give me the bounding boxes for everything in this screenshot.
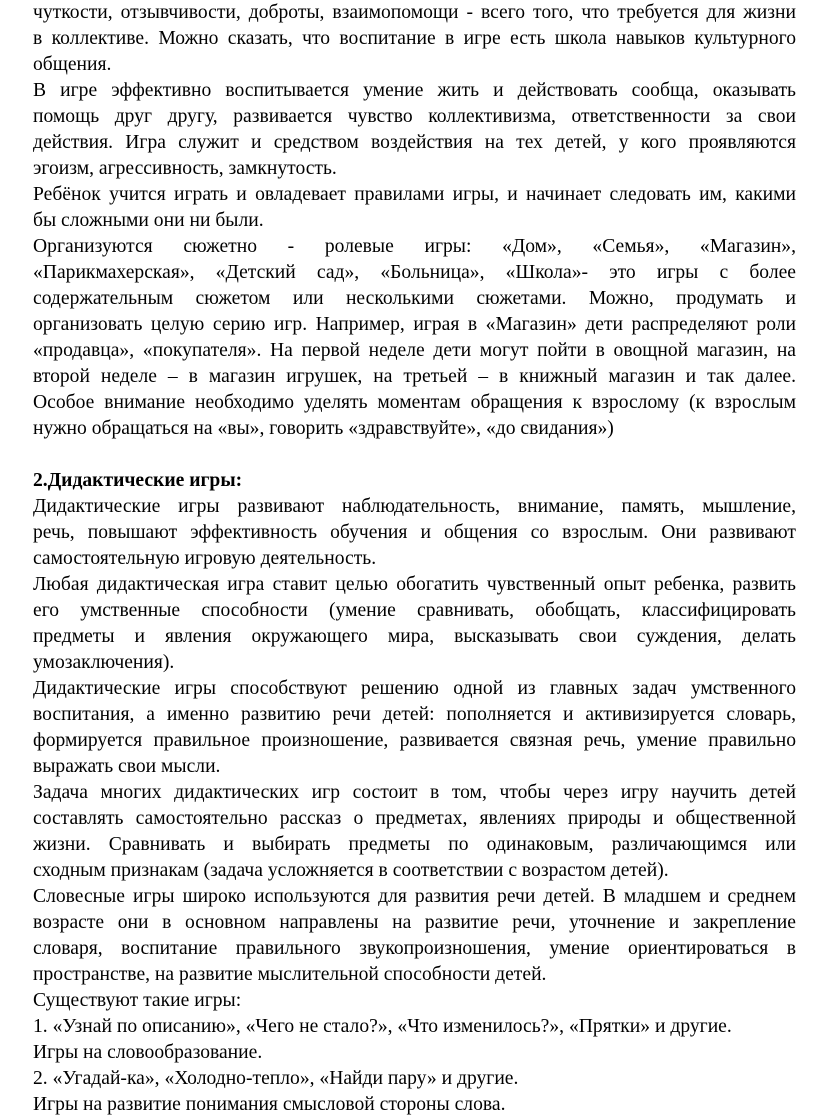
paragraph [33,572,796,676]
text-line: воспитания, а именно развитию речи детей: пополняется и активизируется словарь, [33,704,796,725]
text-line: эгоизм, агрессивность, замкнутость. [33,158,337,179]
text-line: жизни. Сравнивать и выбирать предметы по одинаковым, различающимся или [33,834,796,855]
text-line: в коллективе. Можно сказать, что воспитание в игре есть школа навыков культурного [33,28,796,49]
paragraph [33,884,796,988]
text-line: помощь друг другу, развивается чувство коллективизма, ответственности за свои [33,106,796,127]
text-line: В игре эффективно воспитывается умение жить и действовать сообща, оказывать [33,80,796,101]
text-line: бы сложными они ни были. [33,210,264,231]
text-line: выражать свои мысли. [33,756,221,777]
list-item-caption: Игры на развитие понимания смысловой стороны слова. [33,1094,506,1115]
text-line: «продавца», «покупателя». На первой неделе дети могут пойти в овощной магазин, на [33,340,796,361]
section-heading: 2.Дидактические игры: [33,470,243,491]
paragraph [33,234,796,442]
list-item: 2. «Угадай-ка», «Холодно-тепло», «Найди пару» и другие. [33,1068,519,1089]
text-line: формируется правильное произношение, развивается связная речь, умение правильно [33,730,796,751]
paragraph [33,676,796,780]
text-line: Дидактические игры способствуют решению одной из главных задач умственного [33,678,796,699]
text-line: его умственные способности (умение сравнивать, обобщать, классифицировать [33,600,796,621]
list-item-caption: Игры на словообразование. [33,1042,263,1063]
text-line: словаря, воспитание правильного звукопроизношения, умение ориентироваться в [33,938,796,959]
text-line: Задача многих дидактических игр состоит в том, чтобы через игру научить детей [33,782,796,803]
text-line: действия. Игра служит и средством воздействия на тех детей, у кого проявляются [33,132,796,153]
paragraph [33,494,796,572]
text-line: возрасте они в основном направлены на развитие речи, уточнение и закрепление [33,912,796,933]
text-line: пространстве, на развитие мыслительной способности детей. [33,964,547,985]
text-line: нужно обращаться на «вы», говорить «здравствуйте», «до свидания») [33,418,614,439]
blank-line [33,442,796,468]
paragraph [33,78,796,182]
list-item: 1. «Узнай по описанию», «Чего не стало?», «Что изменилось?», «Прятки» и другие. [33,1016,732,1037]
document-page [33,0,796,1118]
text-line: Любая дидактическая игра ставит целью обогатить чувственный опыт ребенка, развить [33,574,796,595]
text-line: общения. [33,54,112,75]
text-line: предметы и явления окружающего мира, высказывать свои суждения, делать [33,626,796,647]
text-line: сходным признакам (задача усложняется в соответствии с возрастом детей). [33,860,669,881]
text-line: содержательным сюжетом или несколькими сюжетами. Можно, продумать и [33,288,796,309]
text-line: Ребёнок учится играть и овладевает правилами игры, и начинает следовать им, какими [33,184,796,205]
text-line: Словесные игры широко используются для развития речи детей. В младшем и среднем [33,886,796,907]
text-line: речь, повышают эффективность обучения и общения со взрослым. Они развивают [33,522,796,543]
paragraph [33,182,796,234]
paragraph [33,0,796,78]
paragraph [33,780,796,884]
text-line: организовать целую серию игр. Например, играя в «Магазин» дети распределяют роли [33,314,796,335]
text-line: составлять самостоятельно рассказ о предметах, явлениях природы и общественной [33,808,796,829]
text-line: умозаключения). [33,652,175,673]
text-line: Организуются сюжетно - ролевые игры: «Дом», «Семья», «Магазин», [33,236,796,257]
text-line: самостоятельную игровую деятельность. [33,548,377,569]
text-line: второй неделе – в магазин игрушек, на третьей – в книжный магазин и так далее. [33,366,796,387]
text-line: чуткости, отзывчивости, доброты, взаимопомощи - всего того, что требуется для жизни [33,2,796,23]
list-intro: Существуют такие игры: [33,990,242,1011]
text-line: «Парикмахерская», «Детский сад», «Больница», «Школа»- это игры с более [33,262,796,283]
text-line: Особое внимание необходимо уделять моментам обращения к взрослому (к взрослым [33,392,796,413]
text-line: Дидактические игры развивают наблюдательность, внимание, память, мышление, [33,496,796,517]
